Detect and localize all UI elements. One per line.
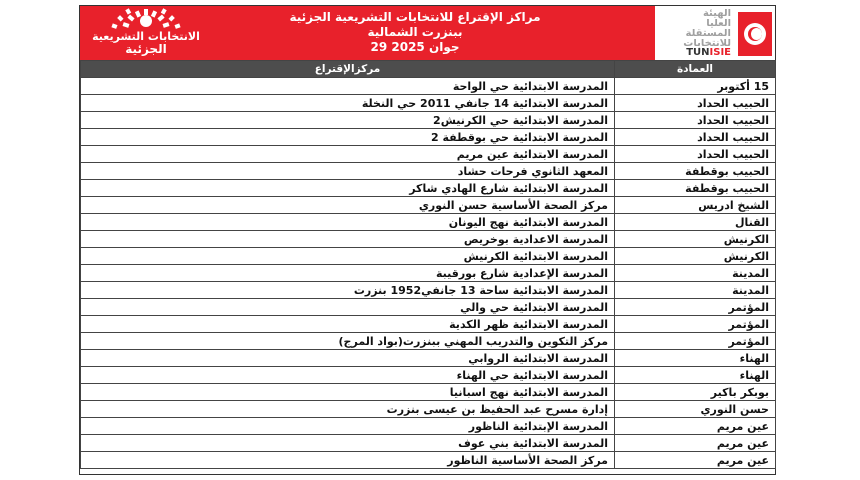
page-title: [215, 10, 615, 55]
isie-latin-prefix: TUN: [686, 47, 710, 58]
table-row: [81, 163, 776, 180]
cell-polling-center: المدرسة الابتدائية حي الهناء: [81, 367, 615, 384]
table-row: [81, 265, 776, 282]
cell-polling-center: المدرسة الإعدادية شارع بورقيبة: [81, 265, 615, 282]
cell-municipality: الشيخ ادريس: [615, 197, 776, 214]
cell-municipality: الحبيب الحداد: [615, 146, 776, 163]
cell-polling-center: المدرسة الابتدائية الكرنيش: [81, 248, 615, 265]
cell-municipality: حسن النوري: [615, 401, 776, 418]
table-row: [81, 350, 776, 367]
document-page: [79, 5, 776, 475]
table-row: [81, 95, 776, 112]
elections-logo: [80, 6, 212, 60]
table-row: [81, 231, 776, 248]
logo-text-line2: الجزئية: [125, 42, 167, 56]
table-header-row: [81, 61, 776, 78]
cell-municipality: الحبيب الحداد: [615, 95, 776, 112]
cell-polling-center: المدرسة الابتدائية ظهر الكدية: [81, 316, 615, 333]
cell-polling-center: مركز الصحة الأساسية الناظور: [81, 452, 615, 469]
table-body: [81, 78, 776, 469]
table-row: [81, 367, 776, 384]
cell-polling-center: المدرسة الابتدائية حي الكرنيش2: [81, 112, 615, 129]
isie-latin-name: [659, 47, 731, 58]
cell-polling-center: المدرسة الابتدائية حي بوقطفة 2: [81, 129, 615, 146]
isie-arabic-name: [661, 9, 731, 49]
cell-polling-center: المدرسة الابتدائية بني عوف: [81, 435, 615, 452]
cell-polling-center: مركز التكوين والتدريب المهني ببنزرت(بواد المرج): [81, 333, 615, 350]
table-row: [81, 435, 776, 452]
cell-municipality: عين مريم: [615, 435, 776, 452]
isie-arabic-line: العليا: [706, 19, 731, 29]
table-row: [81, 248, 776, 265]
cell-municipality: المدينة: [615, 282, 776, 299]
cell-municipality: المدينة: [615, 265, 776, 282]
table-row: [81, 129, 776, 146]
table-row: [81, 452, 776, 469]
isie-arabic-line: للانتخابات: [683, 39, 731, 49]
table-row: [81, 78, 776, 95]
cell-municipality: المؤتمر: [615, 316, 776, 333]
table-row: [81, 418, 776, 435]
cell-polling-center: المدرسة الابتدائية نهج اليونان: [81, 214, 615, 231]
cell-municipality: الحبيب الحداد: [615, 112, 776, 129]
column-header-municipality: العمادة: [615, 61, 776, 78]
title-line-1: مراكز الإقتراع للانتخابات التشريعية الجزئية: [289, 10, 541, 24]
cell-municipality: عين مريم: [615, 452, 776, 469]
cell-polling-center: المدرسة الاعدادية بوخريص: [81, 231, 615, 248]
column-header-polling-center: مركزالإقتراع: [81, 61, 615, 78]
cell-polling-center: المدرسة الابتدائية 14 جانفي 2011 حي النخلة: [81, 95, 615, 112]
cell-polling-center: المدرسة الابتدائية عين مريم: [81, 146, 615, 163]
isie-logo: [655, 6, 775, 60]
cell-municipality: الحبيب بوقطفة: [615, 180, 776, 197]
cell-municipality: الكرنيش: [615, 248, 776, 265]
cell-municipality: الهناء: [615, 367, 776, 384]
cell-polling-center: المدرسة الابتدائية شارع الهادي شاكر: [81, 180, 615, 197]
cell-polling-center: المدرسة الابتدائية حي والي: [81, 299, 615, 316]
cell-municipality: بوبكر باكير: [615, 384, 776, 401]
table-row: [81, 197, 776, 214]
cell-municipality: عين مريم: [615, 418, 776, 435]
header-banner: [80, 6, 775, 60]
table-row: [81, 146, 776, 163]
cell-polling-center: المدرسة الابتدائية حي الواحة: [81, 78, 615, 95]
cell-municipality: الحبيب بوقطفة: [615, 163, 776, 180]
table-row: [81, 316, 776, 333]
polling-centers-table: [80, 60, 776, 469]
cell-municipality: 15 أكتوبر: [615, 78, 776, 95]
cell-municipality: القنال: [615, 214, 776, 231]
cell-polling-center: مركز الصحة الأساسية حسن النوري: [81, 197, 615, 214]
table-row: [81, 299, 776, 316]
table-row: [81, 214, 776, 231]
cell-polling-center: المدرسة الابتدائية نهج اسبانيا: [81, 384, 615, 401]
cell-polling-center: المدرسة الابتدائية الروابي: [81, 350, 615, 367]
table-row: [81, 384, 776, 401]
cell-polling-center: المدرسة الابتدائية ساحة 13 جانفي1952 بنزرت: [81, 282, 615, 299]
logo-text-line1: الانتخابات التشريعية: [92, 30, 200, 43]
title-line-2: ببنزرت الشمالية: [367, 25, 463, 39]
table-row: [81, 401, 776, 418]
cell-municipality: المؤتمر: [615, 333, 776, 350]
cell-municipality: المؤتمر: [615, 299, 776, 316]
title-line-3: 29 جوان 2025: [370, 40, 460, 54]
isie-arabic-line: الهيئة: [702, 9, 731, 19]
tunisia-flag-icon: [738, 12, 772, 56]
cell-polling-center: المعهد الثانوي فرحات حشاد: [81, 163, 615, 180]
table-row: [81, 180, 776, 197]
table-row: [81, 333, 776, 350]
cell-polling-center: المدرسة الإبتدائية الناظور: [81, 418, 615, 435]
cell-municipality: الحبيب الحداد: [615, 129, 776, 146]
table-row: [81, 112, 776, 129]
table-row: [81, 282, 776, 299]
cell-polling-center: إدارة مسرح عبد الحفيظ بن عيسى بنزرت: [81, 401, 615, 418]
isie-arabic-line: المستقلة: [685, 29, 731, 39]
isie-latin-suffix: ISIE: [709, 47, 731, 58]
cell-municipality: الهناء: [615, 350, 776, 367]
cell-municipality: الكرنيش: [615, 231, 776, 248]
